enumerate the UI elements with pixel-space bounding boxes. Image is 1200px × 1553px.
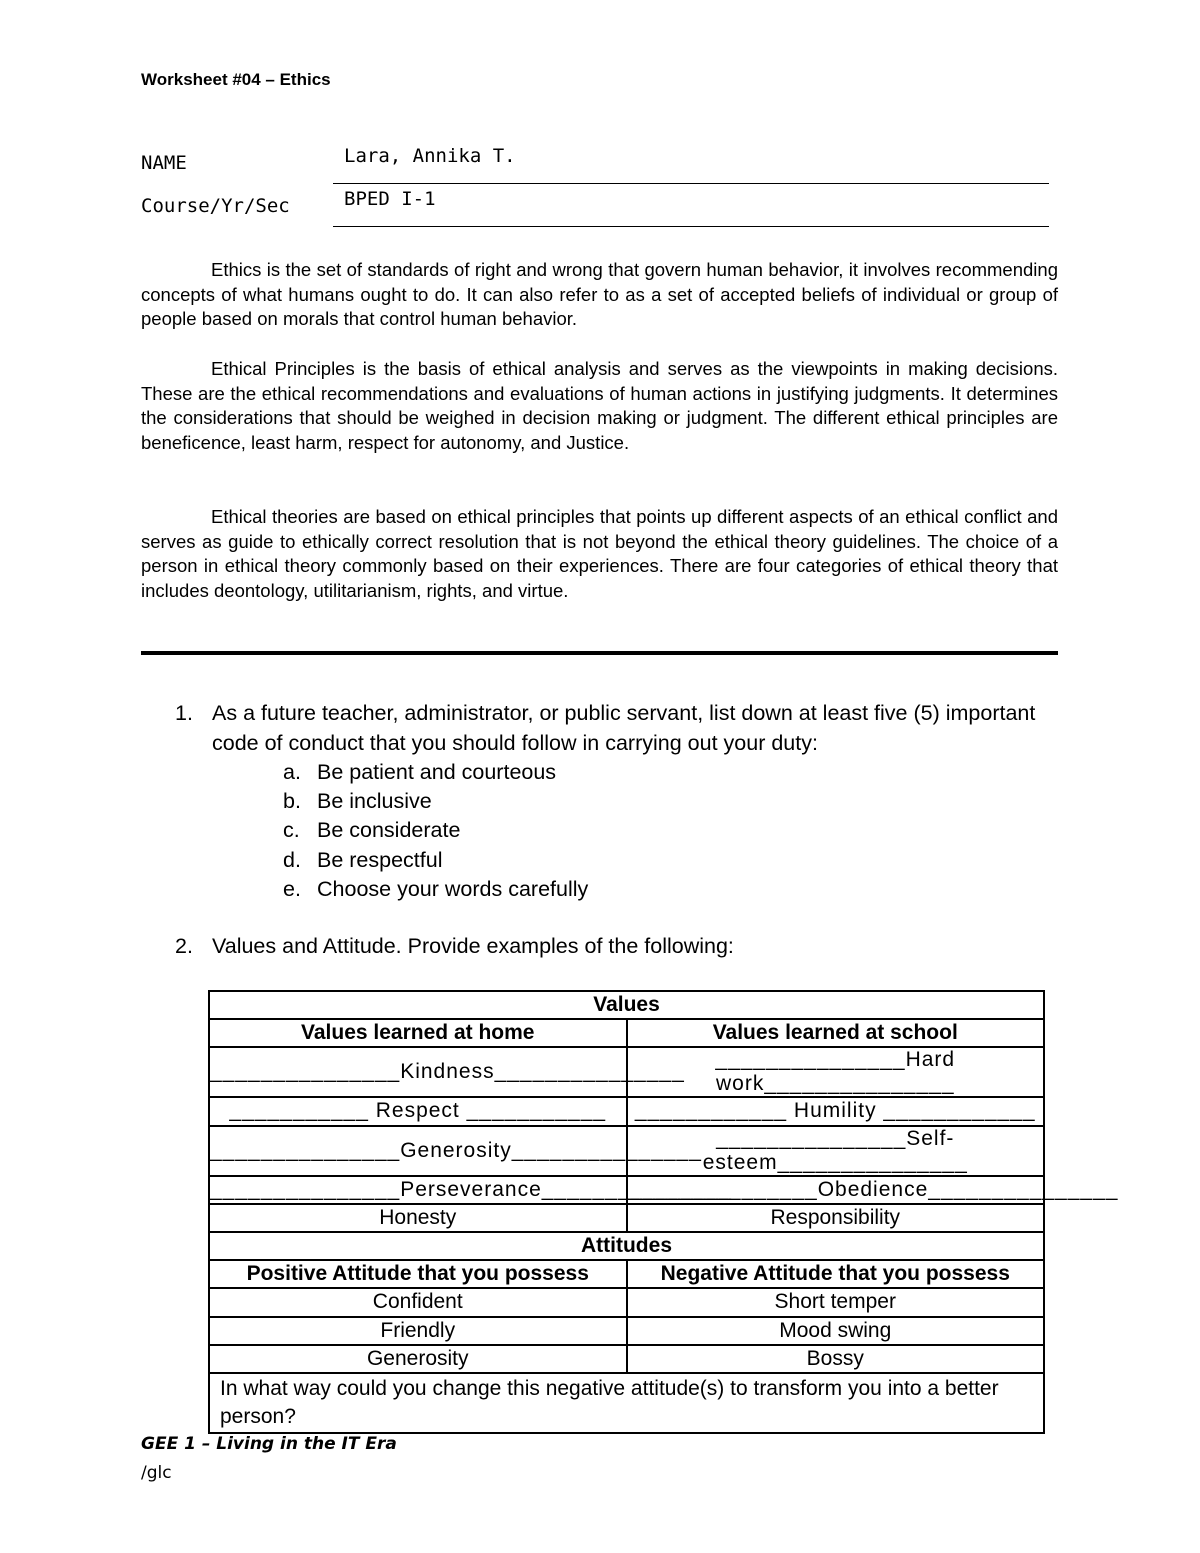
list-item-text: Be considerate [317, 818, 461, 843]
list-item [283, 846, 588, 875]
conduct-answer-list [283, 758, 588, 904]
question-1-text: As a future teacher, administrator, or public servant, list down at least five (5) important code of conduct that you should follow in carrying out your duty: [212, 701, 1036, 755]
theories-paragraph [141, 505, 1058, 603]
table-cell: ____________ Humility ____________ [627, 1097, 1045, 1125]
table-cell: _______________Generosity_______________ [209, 1126, 627, 1176]
name-underline [333, 183, 1049, 184]
table-cell: _______________Hard work_______________ [627, 1047, 1045, 1097]
question-1-number: 1. [175, 701, 193, 725]
question-2-text: Values and Attitude. Provide examples of the following: [212, 934, 734, 958]
list-item-text: Be inclusive [317, 789, 432, 814]
question-2-number: 2. [175, 934, 193, 958]
attitudes-title: Attitudes [209, 1232, 1044, 1260]
name-label: NAME [141, 152, 187, 174]
table-cell: _______________Kindness_______________ [209, 1047, 627, 1097]
table-cell: _______________Obedience_______________ [627, 1176, 1045, 1204]
table-cell: ___________ Respect ___________ [209, 1097, 627, 1125]
list-marker: c. [283, 818, 300, 843]
table-cell: _______________Perseverance_______________ [209, 1176, 627, 1204]
negative-attitude-header: Negative Attitude that you possess [627, 1260, 1045, 1288]
course-label: Course/Yr/Sec [141, 195, 290, 217]
table-cell: Generosity [209, 1345, 627, 1373]
table-row [209, 1260, 1044, 1288]
list-item [283, 758, 588, 787]
home-values-header: Values learned at home [209, 1019, 627, 1047]
list-item-text: Choose your words carefully [317, 876, 589, 901]
list-item-text: Be patient and courteous [317, 760, 557, 784]
table-cell: Friendly [209, 1317, 627, 1345]
worksheet-title: Worksheet #04 – Ethics [141, 70, 331, 89]
table-row [209, 1126, 1044, 1176]
table-cell: Bossy [627, 1345, 1045, 1373]
list-item-text: Be respectful [317, 847, 443, 872]
footer-course: GEE 1 – Living in the IT Era [141, 1434, 397, 1454]
table-cell: Confident [209, 1288, 627, 1316]
list-item [283, 875, 588, 904]
table-row [209, 1019, 1044, 1047]
list-item [283, 816, 588, 845]
values-title: Values [209, 991, 1044, 1019]
ethics-paragraph [141, 258, 1058, 332]
table-row [209, 1232, 1044, 1260]
table-cell: Responsibility [627, 1204, 1045, 1232]
theories-paragraph-text: Ethical theories are based on ethical principles that points up different aspects of an ethical conflict and serves as guide to ethically correct resolution that is not beyond the ethical theory guidelines. The choice of a person in ethical theory commonly based on their experiences. There are four categories of ethical theory that includes deontology, utilitarianism, rights, and virtue. [141, 506, 1058, 601]
section-divider [141, 651, 1058, 655]
table-row [209, 1176, 1044, 1204]
table-row [209, 1345, 1044, 1373]
course-underline [333, 226, 1049, 227]
list-marker: a. [283, 760, 301, 784]
table-cell: Short temper [627, 1288, 1045, 1316]
table-row [209, 1047, 1044, 1097]
table-row [209, 1288, 1044, 1316]
reflection-question: In what way could you change this negative attitude(s) to transform you into a better person? [209, 1373, 1044, 1433]
ethics-paragraph-text: Ethics is the set of standards of right and wrong that govern human behavior, it involves recommending concepts of what humans ought to do. It can also refer to as a set of accepted beliefs of individual or group of people based on morals that control human behavior. [141, 259, 1058, 330]
name-value: Lara, Annika T. [344, 145, 516, 167]
list-marker: b. [283, 789, 301, 814]
list-item [283, 787, 588, 816]
table-cell: _______________Self-esteem_______________ [627, 1126, 1045, 1176]
principles-paragraph [141, 357, 1058, 455]
list-marker: e. [283, 876, 301, 901]
principles-paragraph-text: Ethical Principles is the basis of ethical analysis and serves as the viewpoints in making decisions. These are the ethical recommendations and evaluations of human actions in justifying judgments. It determines the considerations that should be weighed in decision making or judgment. The different ethical principles are beneficence, least harm, respect for autonomy, and Justice. [141, 358, 1058, 453]
table-row [209, 1097, 1044, 1125]
list-marker: d. [283, 847, 301, 872]
table-row [209, 1373, 1044, 1433]
table-cell: Mood swing [627, 1317, 1045, 1345]
course-value: BPED I-1 [344, 188, 436, 210]
school-values-header: Values learned at school [627, 1019, 1045, 1047]
table-row [209, 1317, 1044, 1345]
footer-initials: /glc [141, 1463, 172, 1483]
values-attitudes-table [208, 990, 1119, 1434]
table-row [209, 991, 1044, 1019]
positive-attitude-header: Positive Attitude that you possess [209, 1260, 627, 1288]
table-row [209, 1204, 1044, 1232]
table-cell: Honesty [209, 1204, 627, 1232]
